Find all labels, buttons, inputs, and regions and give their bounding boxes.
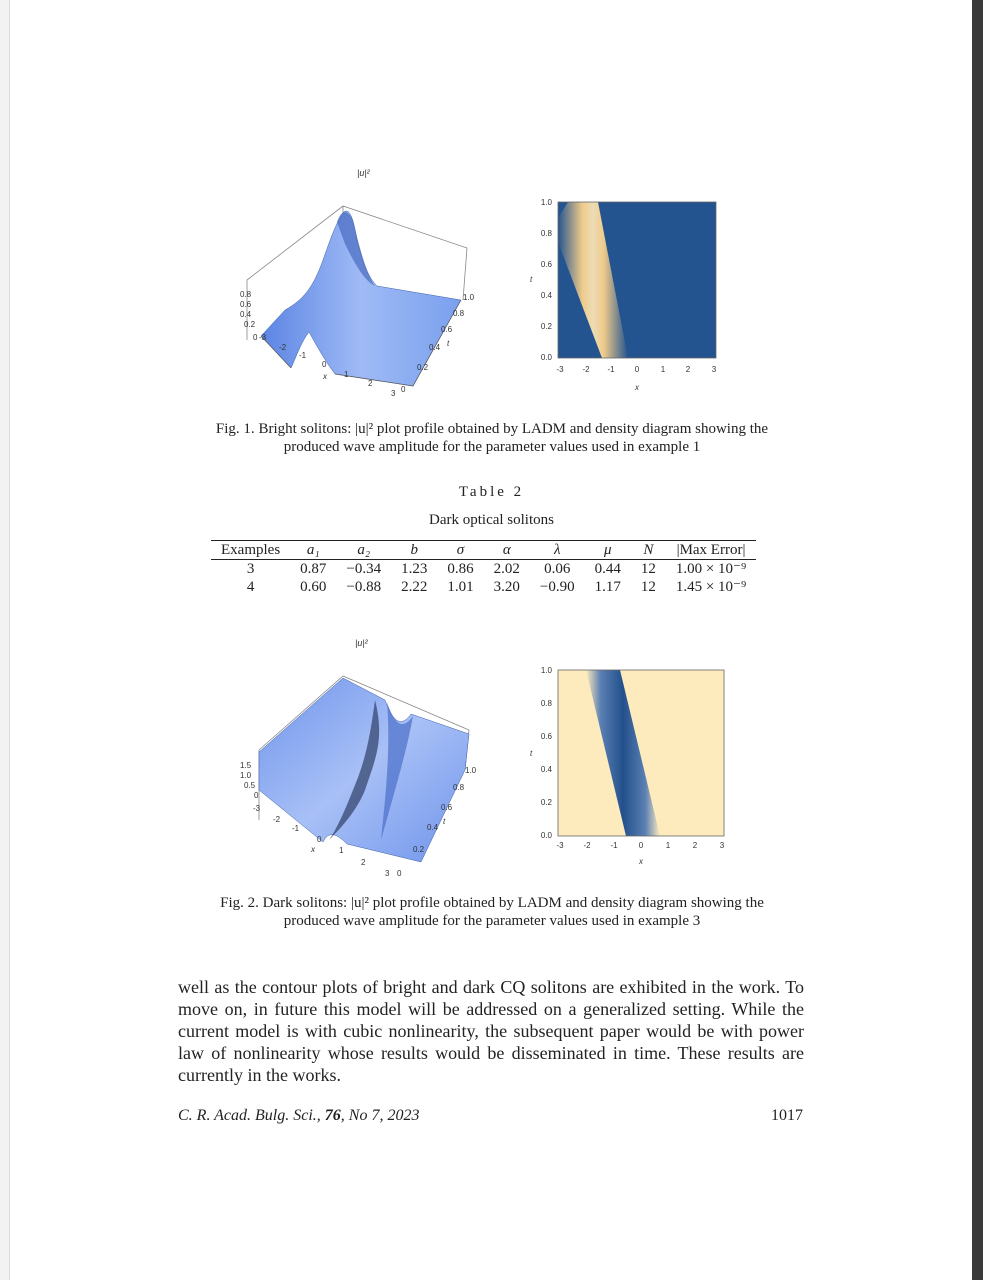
svg-text:0.4: 0.4	[540, 765, 552, 774]
data-table	[211, 540, 756, 596]
figure1-surface	[261, 211, 461, 386]
svg-text:3: 3	[719, 841, 725, 850]
table-cell: −0.88	[346, 579, 382, 595]
svg-text:0.6: 0.6	[540, 260, 552, 269]
svg-text:-3: -3	[253, 804, 261, 813]
table-header: b	[410, 542, 418, 558]
svg-text:0.0: 0.0	[540, 831, 552, 840]
svg-text:0: 0	[397, 869, 402, 878]
table-cell: 1.00 × 10⁻⁹	[675, 561, 747, 577]
svg-text:0.8: 0.8	[540, 229, 552, 238]
table-header: |Max Error|	[676, 542, 746, 558]
footer-volume: 76	[324, 1107, 341, 1124]
svg-text:-2: -2	[279, 343, 287, 352]
svg-text:-2: -2	[273, 815, 281, 824]
figure2-caption-prefix: Fig. 2.	[220, 895, 259, 911]
svg-text:0: 0	[322, 360, 327, 369]
body-paragraph: well as the contour plots of bright and dark CQ solitons are exhibited in the work. To move on, in future this model will be addressed on a generalized setting. While the current model is with cubic nonlinearity, the subsequent paper would be with power law of nonlinearity whose results would be disseminated in time. These results are currently in the works.	[178, 977, 804, 1085]
figure1-z-ticks	[240, 290, 258, 342]
svg-text:0: 0	[401, 385, 406, 394]
svg-text:0.8: 0.8	[240, 290, 252, 299]
svg-text:1.0: 1.0	[540, 198, 552, 207]
table-cell: 0.06	[544, 561, 571, 577]
svg-text:0.6: 0.6	[540, 732, 552, 741]
svg-text:0.2: 0.2	[540, 798, 552, 807]
page-left-edge	[0, 0, 10, 1280]
svg-text:0: 0	[634, 365, 640, 374]
table-cell: 12	[640, 579, 656, 595]
table-cell: 2.02	[493, 561, 520, 577]
figure1-caption-prefix: Fig. 1.	[215, 421, 255, 437]
figure2-z-ticks	[240, 761, 259, 800]
svg-text:-2: -2	[583, 841, 591, 850]
svg-text:0: 0	[317, 835, 322, 844]
figure2-caption	[200, 894, 784, 930]
page-number: 1017	[771, 1107, 803, 1124]
table-cell: 1.23	[401, 561, 428, 577]
svg-text:0.8: 0.8	[540, 699, 552, 708]
svg-text:1.5: 1.5	[240, 761, 252, 770]
table-cell: −0.34	[346, 561, 382, 577]
svg-text:-3: -3	[259, 333, 267, 342]
figure2-density-y-label: t	[530, 749, 533, 758]
table-header: σ	[456, 542, 465, 558]
table-cell: 0.87	[300, 561, 327, 577]
figure1-z-axis-label: |u|²	[357, 168, 370, 178]
svg-text:0.4: 0.4	[427, 823, 439, 832]
table-cell: 1.17	[594, 579, 621, 595]
table-header: Examples	[221, 542, 281, 558]
svg-text:1.0: 1.0	[465, 766, 477, 775]
svg-text:2: 2	[692, 841, 698, 850]
figure1-caption-text: Bright solitons: |u|² plot profile obtained by LADM and density diagram showing the produced wave amplitude for the parameter values used in example 1	[258, 421, 769, 455]
svg-text:-2: -2	[582, 365, 590, 374]
svg-text:3: 3	[711, 365, 717, 374]
figure1-caption	[200, 420, 784, 456]
figure1-density-plot	[520, 190, 730, 400]
figure1-x-label: x	[323, 372, 327, 381]
svg-text:-3: -3	[556, 365, 564, 374]
svg-text:2: 2	[368, 379, 373, 388]
figure2-density-plot	[520, 658, 740, 873]
table-header: a₂	[357, 542, 371, 558]
table-cell: 0.86	[447, 561, 474, 577]
svg-text:3: 3	[385, 869, 390, 878]
table-row	[211, 560, 756, 579]
svg-text:1: 1	[665, 841, 671, 850]
table-cell: 12	[640, 561, 656, 577]
table-row	[211, 578, 756, 596]
svg-text:2: 2	[685, 365, 691, 374]
svg-text:0: 0	[253, 333, 258, 342]
svg-text:1: 1	[344, 370, 349, 379]
svg-text:0.4: 0.4	[240, 310, 252, 319]
svg-text:0.0: 0.0	[540, 353, 552, 362]
svg-text:0.4: 0.4	[429, 343, 441, 352]
svg-text:0.5: 0.5	[244, 781, 256, 790]
table-header: μ	[603, 542, 612, 558]
svg-text:0.6: 0.6	[240, 300, 252, 309]
svg-text:-1: -1	[610, 841, 618, 850]
figure1-t-label: t	[447, 339, 450, 348]
table-cell: 3.20	[493, 579, 520, 595]
svg-text:2: 2	[361, 858, 366, 867]
svg-text:1: 1	[660, 365, 666, 374]
figure1-density-y-label: t	[530, 275, 533, 284]
table-cell: 2.22	[401, 579, 428, 595]
figure2-density-x-label: x	[639, 857, 643, 866]
svg-text:3: 3	[391, 389, 396, 398]
footer-citation	[178, 1107, 419, 1125]
table-cell: 1.01	[447, 579, 474, 595]
svg-text:0.2: 0.2	[244, 320, 256, 329]
figure1-density-y-ticks	[541, 198, 553, 362]
svg-text:0.4: 0.4	[540, 291, 552, 300]
svg-text:1.0: 1.0	[463, 293, 475, 302]
figure2-t-label: t	[443, 817, 446, 826]
footer-journal: C. R. Acad. Bulg. Sci.,	[178, 1107, 321, 1124]
table-cell: 0.44	[594, 561, 621, 577]
figure2-density-y-ticks	[541, 666, 553, 840]
figure1-density-x-label: x	[635, 383, 639, 392]
table-cell: 4	[246, 579, 255, 595]
table-header: α	[502, 542, 511, 558]
table-header: λ	[553, 542, 561, 558]
svg-text:0.2: 0.2	[540, 322, 552, 331]
table-cell: 1.45 × 10⁻⁹	[675, 579, 747, 595]
figure1-density-x-ticks	[556, 365, 716, 374]
page-right-edge	[972, 0, 983, 1280]
svg-text:-1: -1	[607, 365, 615, 374]
table-cell: 0.60	[300, 579, 327, 595]
figure2-x-label: x	[311, 845, 315, 854]
table-cell: −0.90	[539, 579, 575, 595]
figure1-surface-plot	[225, 160, 495, 410]
svg-text:0.2: 0.2	[413, 845, 425, 854]
figure2-z-axis-label: |u|²	[355, 638, 368, 648]
table-label: Table 2	[458, 484, 525, 500]
svg-text:0.6: 0.6	[441, 325, 453, 334]
table-cell: 3	[246, 561, 255, 577]
figure2-density-x-ticks	[556, 841, 724, 850]
figure2-caption-text: Dark solitons: |u|² plot profile obtained by LADM and density diagram showing the produced wave amplitude for the parameter values used in example 3	[262, 895, 764, 929]
svg-text:0.8: 0.8	[453, 309, 465, 318]
svg-text:0.2: 0.2	[417, 363, 429, 372]
table-header: N	[643, 542, 654, 558]
table-header-row	[211, 541, 756, 560]
svg-text:1: 1	[339, 846, 344, 855]
table-title: Dark optical solitons	[429, 512, 554, 528]
svg-text:-1: -1	[292, 824, 300, 833]
svg-text:0: 0	[254, 791, 259, 800]
figure2-surface-plot	[225, 630, 495, 880]
footer-issue: , No 7, 2023	[340, 1107, 420, 1124]
table-header: a₁	[306, 542, 320, 558]
svg-text:-3: -3	[556, 841, 564, 850]
svg-text:1.0: 1.0	[240, 771, 252, 780]
svg-text:-1: -1	[299, 351, 307, 360]
svg-text:1.0: 1.0	[540, 666, 552, 675]
svg-text:0.8: 0.8	[453, 783, 465, 792]
svg-text:0: 0	[638, 841, 644, 850]
svg-text:0.6: 0.6	[441, 803, 453, 812]
